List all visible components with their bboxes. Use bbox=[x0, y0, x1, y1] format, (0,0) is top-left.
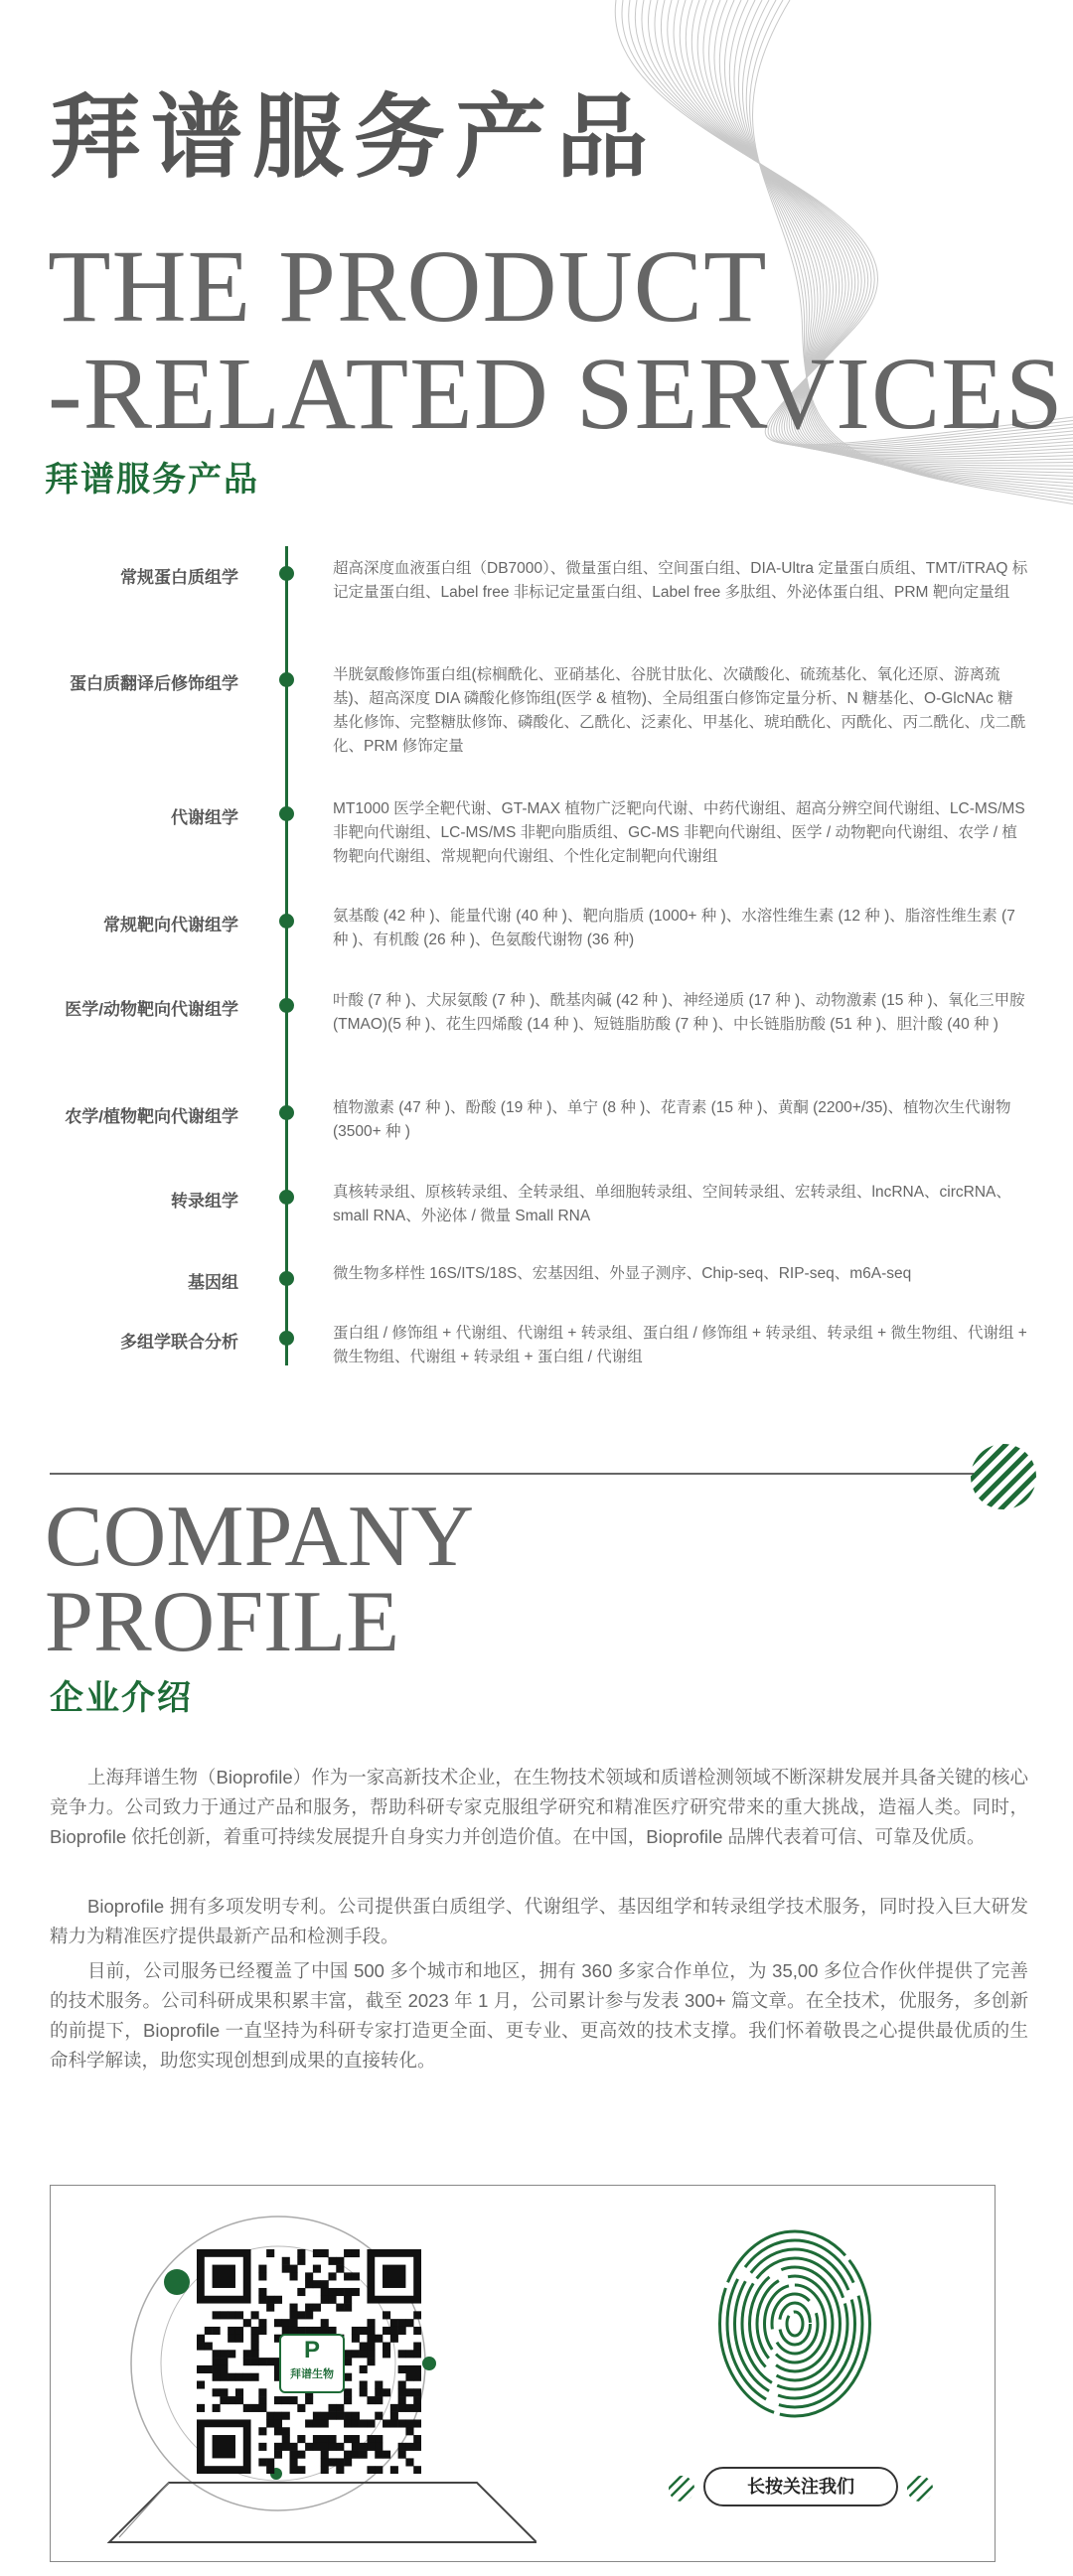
service-desc: 蛋白组 / 修饰组 + 代谢组、代谢组 + 转录组、蛋白组 / 修饰组 + 转录组、转录组 + 微生物组、代谢组 + 微生物组、代谢组 + 转录组 + 蛋白组 / 代谢组 bbox=[333, 1325, 1027, 1365]
timeline-dot bbox=[279, 998, 294, 1013]
service-label: 基因组 bbox=[188, 1273, 238, 1292]
service-label: 常规靶向代谢组学 bbox=[103, 916, 238, 934]
logo-mark-icon: P bbox=[303, 2337, 320, 2363]
service-label: 转录组学 bbox=[171, 1192, 238, 1211]
page-title-en-line2: -RELATED SERVICES bbox=[48, 337, 1064, 451]
profile-paragraph-2: Bioprofile 拥有多项发明专利。公司提供蛋白质组学、代谢组学、基因组学和转录组学技术服务，同时投入巨大研发精力为精准医疗提供最新产品和检测手段。 bbox=[50, 1896, 1028, 1946]
timeline-dot bbox=[279, 672, 294, 687]
timeline-dot bbox=[279, 1190, 294, 1205]
fingerprint-icon bbox=[715, 2224, 874, 2423]
timeline-dot bbox=[279, 1105, 294, 1120]
service-label: 医学/动物靶向代谢组学 bbox=[65, 1000, 238, 1019]
page-title-en bbox=[48, 229, 1064, 451]
qr-logo-text: 拜谱生物 bbox=[290, 2368, 334, 2380]
page-title-en-line1: THE PRODUCT bbox=[48, 229, 768, 344]
service-label: 代谢组学 bbox=[171, 808, 238, 827]
striped-circle-left-icon bbox=[668, 2475, 695, 2503]
page-title-cn: 拜谱服务产品 bbox=[50, 84, 659, 191]
service-label: 农学/植物靶向代谢组学 bbox=[65, 1107, 238, 1126]
striped-circle-right-icon bbox=[906, 2475, 934, 2503]
follow-us-button[interactable]: 长按关注我们 bbox=[703, 2467, 898, 2506]
company-profile-line2: PROFILE bbox=[45, 1574, 399, 1670]
service-desc: 真核转录组、原核转录组、全转录组、单细胞转录组、空间转录组、宏转录组、lncRNA、circRNA、small RNA、外泌体 / 微量 Small RNA bbox=[333, 1184, 1011, 1224]
company-profile-line1: COMPANY bbox=[45, 1489, 475, 1585]
service-label: 常规蛋白质组学 bbox=[120, 568, 238, 587]
service-desc: 微生物多样性 16S/ITS/18S、宏基因组、外显子测序、Chip-seq、RIP-seq、m6A-seq bbox=[333, 1265, 912, 1282]
company-profile-title bbox=[45, 1489, 475, 1670]
section-divider bbox=[50, 1473, 974, 1475]
timeline-line bbox=[285, 546, 288, 1365]
timeline-dot bbox=[279, 914, 294, 929]
service-desc: MT1000 医学全靶代谢、GT-MAX 植物广泛靶向代谢、中药代谢组、超高分辨空间代谢组、LC-MS/MS 非靶向代谢组、LC-MS/MS 非靶向脂质组、GC-MS 非靶向代谢组、医学 / 动物靶向代谢组、农学 / 植物靶向代谢组、常规靶向代谢组、个性化定制靶向代谢组 bbox=[333, 800, 1025, 865]
timeline-dot bbox=[279, 566, 294, 581]
company-profile-cn-title: 企业介绍 bbox=[50, 1678, 193, 1718]
service-desc: 植物激素 (47 种 )、酚酸 (19 种 )、单宁 (8 种 )、花青素 (15 种 )、黄酮 (2200+/35)、植物次生代谢物 (3500+ 种 ) bbox=[333, 1099, 1011, 1140]
profile-paragraph-1: 上海拜谱生物（Bioprofile）作为一家高新技术企业，在生物技术领域和质谱检测领域不断深耕发展并具备关键的核心竞争力。公司致力于通过产品和服务，帮助科研专家克服组学研究和精准医疗研究带来的重大挑战，造福人类。同时，Bioprofile 依托创新，着重可持续发展提升自身实力并创造价值。在中国，Bioprofile 品牌代表着可信、可靠及优质。 bbox=[50, 1767, 1028, 1847]
service-label: 多组学联合分析 bbox=[120, 1333, 238, 1352]
qr-logo bbox=[279, 2334, 345, 2393]
service-desc: 超高深度血液蛋白组（DB7000）、微量蛋白组、空间蛋白组、DIA-Ultra 定量蛋白质组、TMT/iTRAQ 标记定量蛋白组、Label free 非标记定量蛋白组、Label free 多肽组、外泌体蛋白组、PRM 靶向定量组 bbox=[333, 560, 1028, 601]
striped-circle-icon bbox=[969, 1442, 1038, 1511]
service-desc: 氨基酸 (42 种 )、能量代谢 (40 种 )、靶向脂质 (1000+ 种 )、水溶性维生素 (12 种 )、脂溶性维生素 (7 种 )、有机酸 (26 种 )、色氨酸代谢物 (36 种) bbox=[333, 908, 1015, 948]
timeline-dot bbox=[279, 1331, 294, 1346]
timeline-dot bbox=[279, 806, 294, 821]
service-label: 蛋白质翻译后修饰组学 bbox=[70, 674, 238, 693]
service-desc: 叶酸 (7 种 )、犬尿氨酸 (7 种 )、酰基肉碱 (42 种 )、神经递质 (17 种 )、动物激素 (15 种 )、氧化三甲胺 (TMAO)(5 种 )、花生四烯酸 (14 种 )、短链脂肪酸 (7 种 )、中长链脂肪酸 (51 种 )、胆汁酸 (40 种 ) bbox=[333, 992, 1025, 1033]
profile-paragraph-3: 目前，公司服务已经覆盖了中国 500 多个城市和地区，拥有 360 多家合作单位，为 35,00 多位合作伙伴提供了完善的技术服务。公司科研成果积累丰富，截至 2023 年 1 月，公司累计参与发表 300+ 篇文章。在全技术，优服务，多创新的前提下，Bioprofile 一直坚持为科研专家打造更全面、更专业、更高效的技术支撑。我们怀着敬畏之心提供最优质的生命科学解读，助您实现创想到成果的直接转化。 bbox=[50, 1960, 1028, 2071]
timeline-dot bbox=[279, 1271, 294, 1286]
service-desc: 半胱氨酸修饰蛋白组(棕榈酰化、亚硝基化、谷胱甘肽化、次磺酸化、硫巯基化、氧化还原、游离巯基)、超高深度 DIA 磷酸化修饰组(医学 & 植物)、全局组蛋白修饰定量分析、N 糖基化、O-GlcNAc 糖基化修饰、完整糖肽修饰、磷酸化、乙酰化、泛素化、甲基化、琥珀酰化、丙酰化、丙二酰化、戊二酰化、PRM 修饰定量 bbox=[333, 666, 1026, 755]
section-subtitle-services: 拜谱服务产品 bbox=[45, 460, 259, 500]
